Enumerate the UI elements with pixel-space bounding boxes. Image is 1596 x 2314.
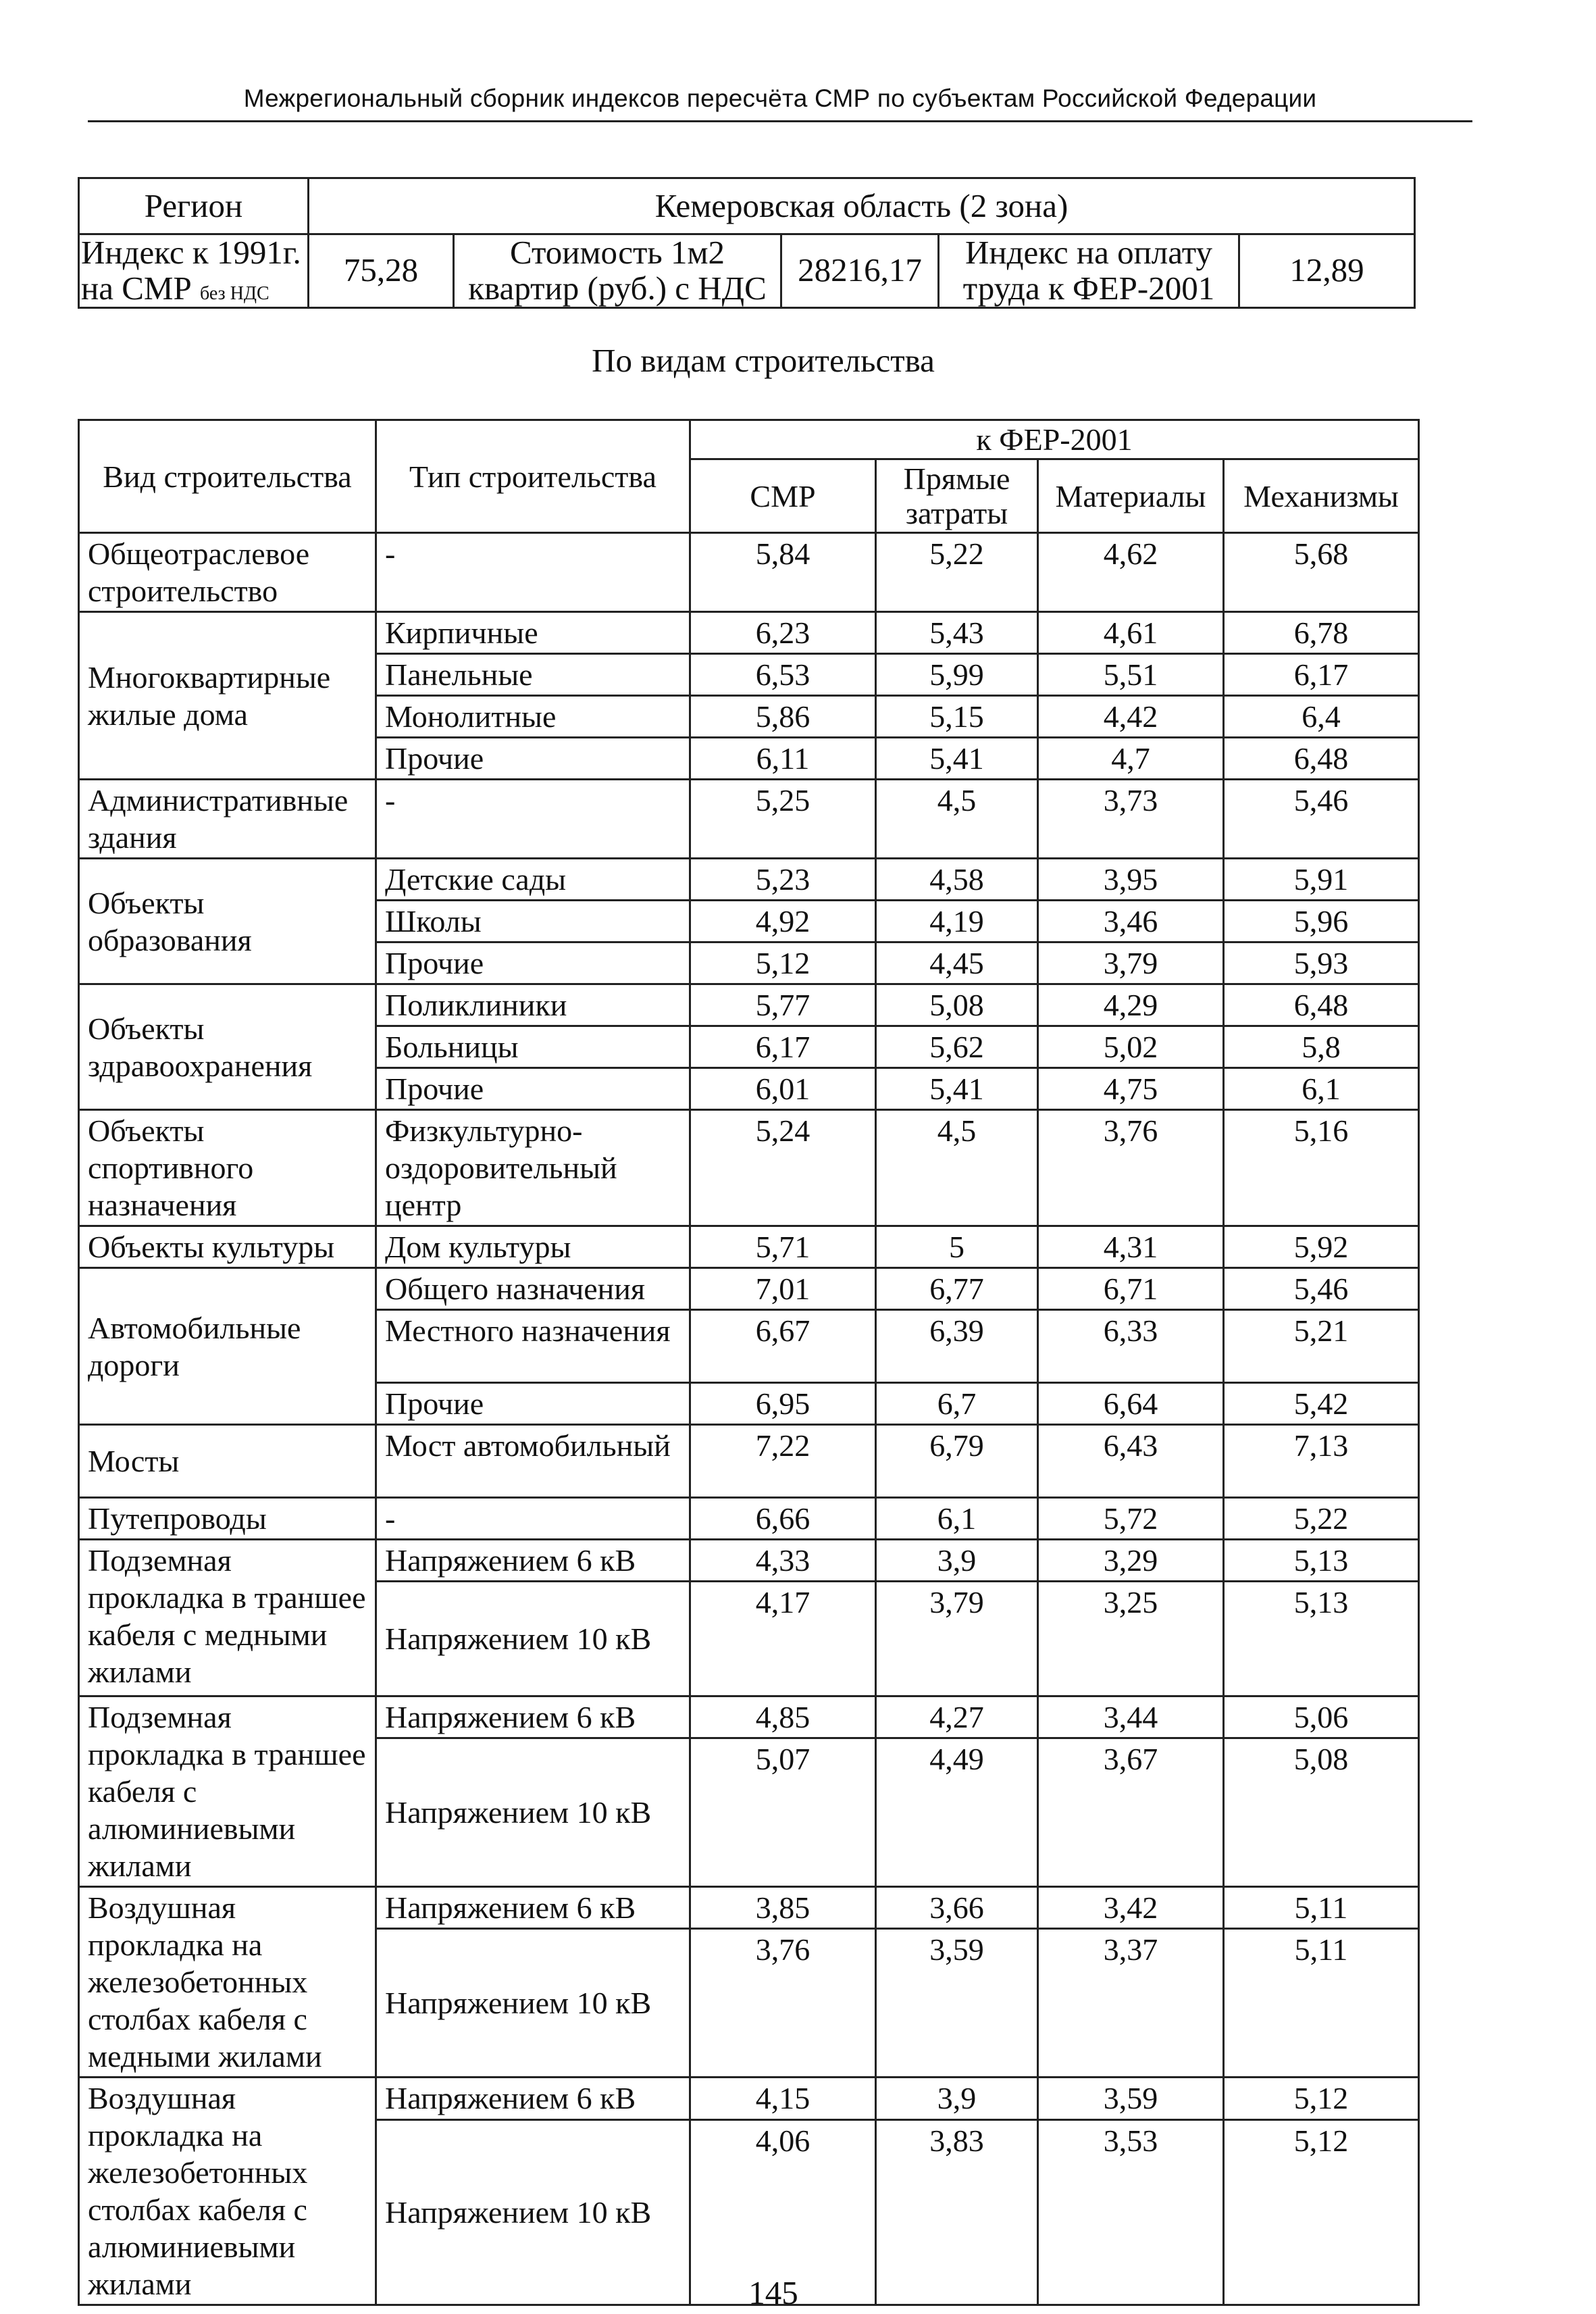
construction-type-cell: Больницы [376, 1026, 690, 1068]
materials-index-cell: 6,71 [1038, 1268, 1224, 1310]
materials-index-cell: 3,95 [1038, 859, 1224, 901]
construction-type-cell: Прочие [376, 738, 690, 780]
smr-index-cell: 5,71 [690, 1226, 876, 1268]
smr-index-cell: 4,92 [690, 901, 876, 942]
table-row [79, 1887, 1419, 1929]
construction-kind-cell: Объекты образования [79, 859, 376, 984]
construction-type-cell: Физкультурно-оздоровительный центр [376, 1110, 690, 1226]
apartment-cost-label-line2: квартир (руб.) с НДС [468, 269, 767, 307]
smr-index-cell: 5,86 [690, 696, 876, 738]
direct-costs-index-cell: 4,45 [876, 942, 1038, 984]
construction-type-cell: Детские сады [376, 859, 690, 901]
table-body [79, 533, 1419, 2305]
table-row [79, 1268, 1419, 1310]
smr-index-cell: 4,85 [690, 1696, 876, 1738]
table-row [79, 859, 1419, 901]
machines-index-cell: 5,42 [1224, 1383, 1419, 1425]
machines-index-cell: 5,8 [1224, 1026, 1419, 1068]
construction-kind-cell: Объекты здравоохранения [79, 984, 376, 1110]
table-row [79, 1110, 1419, 1226]
smr-index-cell: 7,22 [690, 1425, 876, 1498]
construction-kind-cell: Объекты спортивного назначения [79, 1110, 376, 1226]
direct-costs-index-cell: 3,83 [876, 2119, 1038, 2305]
direct-costs-index-cell: 6,77 [876, 1268, 1038, 1310]
direct-costs-index-cell: 4,58 [876, 859, 1038, 901]
machines-index-cell: 5,92 [1224, 1226, 1419, 1268]
index-1991-label [79, 234, 309, 308]
table-row [79, 1696, 1419, 1738]
direct-costs-index-cell: 4,19 [876, 901, 1038, 942]
construction-type-cell: Школы [376, 901, 690, 942]
smr-index-cell: 3,85 [690, 1887, 876, 1929]
construction-type-cell: Напряжением 10 кВ [376, 1582, 690, 1696]
index-1991-value: 75,28 [309, 234, 454, 308]
construction-type-cell: Напряжением 6 кВ [376, 1696, 690, 1738]
apartment-cost-label-line1: Стоимость 1м2 [509, 234, 725, 271]
machines-index-cell: 6,48 [1224, 738, 1419, 780]
construction-type-cell: Напряжением 6 кВ [376, 2078, 690, 2120]
smr-index-cell: 6,67 [690, 1310, 876, 1383]
header-direct-costs: Прямые затраты [876, 459, 1038, 533]
table-row [79, 2078, 1419, 2120]
construction-type-cell: Дом культуры [376, 1226, 690, 1268]
materials-index-cell: 3,42 [1038, 1887, 1224, 1929]
table-row [79, 780, 1419, 859]
construction-kind-cell: Воздушная прокладка на железобетонных столбах кабеля с алюминиевыми жилами [79, 2078, 376, 2305]
index-1991-label-small: без НДС [199, 282, 269, 304]
machines-index-cell: 5,13 [1224, 1582, 1419, 1696]
materials-index-cell: 4,29 [1038, 984, 1224, 1026]
construction-kind-cell: Подземная прокладка в траншее кабеля с медными жилами [79, 1540, 376, 1696]
smr-index-cell: 5,77 [690, 984, 876, 1026]
machines-index-cell: 5,22 [1224, 1498, 1419, 1540]
header-row-top [79, 420, 1419, 459]
smr-index-cell: 5,84 [690, 533, 876, 612]
materials-index-cell: 4,42 [1038, 696, 1224, 738]
machines-index-cell: 5,11 [1224, 1929, 1419, 2078]
machines-index-cell: 5,16 [1224, 1110, 1419, 1226]
table-row [79, 1498, 1419, 1540]
materials-index-cell: 3,37 [1038, 1929, 1224, 2078]
materials-index-cell: 3,53 [1038, 2119, 1224, 2305]
direct-costs-index-cell: 5,15 [876, 696, 1038, 738]
construction-type-cell: Общего назначения [376, 1268, 690, 1310]
materials-index-cell: 4,7 [1038, 738, 1224, 780]
construction-type-cell: - [376, 1498, 690, 1540]
apartment-cost-value: 28216,17 [781, 234, 939, 308]
direct-costs-index-cell: 4,5 [876, 1110, 1038, 1226]
materials-index-cell: 3,79 [1038, 942, 1224, 984]
header-materials: Материалы [1038, 459, 1224, 533]
machines-index-cell: 6,17 [1224, 654, 1419, 696]
region-row [79, 178, 1415, 234]
construction-type-cell: Прочие [376, 1383, 690, 1425]
smr-index-cell: 6,23 [690, 612, 876, 654]
materials-index-cell: 4,61 [1038, 612, 1224, 654]
smr-index-cell: 7,01 [690, 1268, 876, 1310]
machines-index-cell: 5,21 [1224, 1310, 1419, 1383]
direct-costs-index-cell: 4,27 [876, 1696, 1038, 1738]
smr-index-cell: 4,06 [690, 2119, 876, 2305]
direct-costs-index-cell: 5,08 [876, 984, 1038, 1026]
machines-index-cell: 5,46 [1224, 780, 1419, 859]
machines-index-cell: 5,13 [1224, 1540, 1419, 1582]
construction-type-cell: Кирпичные [376, 612, 690, 654]
machines-index-cell: 5,93 [1224, 942, 1419, 984]
construction-kind-cell: Автомобильные дороги [79, 1268, 376, 1425]
construction-kind-cell: Воздушная прокладка на железобетонных столбах кабеля с медными жилами [79, 1887, 376, 2078]
machines-index-cell: 5,96 [1224, 901, 1419, 942]
materials-index-cell: 3,73 [1038, 780, 1224, 859]
construction-type-cell: Прочие [376, 1068, 690, 1110]
construction-kind-cell: Многоквартирные жилые дома [79, 612, 376, 780]
machines-index-cell: 5,46 [1224, 1268, 1419, 1310]
table-row [79, 1425, 1419, 1498]
smr-index-cell: 6,95 [690, 1383, 876, 1425]
direct-costs-index-cell: 5 [876, 1226, 1038, 1268]
table-row [79, 984, 1419, 1026]
direct-costs-index-cell: 5,41 [876, 1068, 1038, 1110]
construction-type-cell: Напряжением 10 кВ [376, 1738, 690, 1887]
materials-index-cell: 3,59 [1038, 2078, 1224, 2120]
construction-type-cell: Напряжением 10 кВ [376, 2119, 690, 2305]
machines-index-cell: 6,48 [1224, 984, 1419, 1026]
header-type: Тип строительства [376, 420, 690, 533]
table-row [79, 612, 1419, 654]
direct-costs-index-cell: 5,99 [876, 654, 1038, 696]
indices-row [79, 234, 1415, 308]
materials-index-cell: 3,46 [1038, 901, 1224, 942]
construction-type-cell: - [376, 533, 690, 612]
direct-costs-index-cell: 6,1 [876, 1498, 1038, 1540]
direct-costs-index-cell: 6,7 [876, 1383, 1038, 1425]
construction-type-cell: Мост автомобильный [376, 1425, 690, 1498]
direct-costs-index-cell: 6,39 [876, 1310, 1038, 1383]
construction-kind-cell: Объекты культуры [79, 1226, 376, 1268]
construction-kind-cell: Общеотраслевое строительство [79, 533, 376, 612]
materials-index-cell: 3,67 [1038, 1738, 1224, 1887]
wage-index-label-line1: Индекс на оплату [964, 234, 1213, 271]
smr-index-cell: 4,33 [690, 1540, 876, 1582]
direct-costs-index-cell: 5,22 [876, 533, 1038, 612]
materials-index-cell: 3,29 [1038, 1540, 1224, 1582]
construction-kind-cell: Мосты [79, 1425, 376, 1498]
smr-index-cell: 4,15 [690, 2078, 876, 2120]
smr-index-cell: 6,11 [690, 738, 876, 780]
smr-index-cell: 5,07 [690, 1738, 876, 1887]
wage-index-value: 12,89 [1239, 234, 1415, 308]
header-machines: Механизмы [1224, 459, 1419, 533]
region-value: Кемеровская область (2 зона) [309, 178, 1415, 234]
index-1991-label-line2 [81, 271, 303, 307]
construction-type-cell: Монолитные [376, 696, 690, 738]
direct-costs-index-cell: 5,41 [876, 738, 1038, 780]
construction-kind-cell: Административные здания [79, 780, 376, 859]
smr-index-cell: 3,76 [690, 1929, 876, 2078]
direct-costs-index-cell: 5,62 [876, 1026, 1038, 1068]
materials-index-cell: 5,02 [1038, 1026, 1224, 1068]
direct-costs-index-cell: 6,79 [876, 1425, 1038, 1498]
direct-costs-index-cell: 3,9 [876, 1540, 1038, 1582]
construction-index-table [78, 419, 1420, 2306]
wage-index-label-line2: труда к ФЕР-2001 [962, 269, 1215, 307]
direct-costs-index-cell: 5,43 [876, 612, 1038, 654]
smr-index-cell: 6,17 [690, 1026, 876, 1068]
materials-index-cell: 3,44 [1038, 1696, 1224, 1738]
materials-index-cell: 6,64 [1038, 1383, 1224, 1425]
machines-index-cell: 5,91 [1224, 859, 1419, 901]
materials-index-cell: 3,25 [1038, 1582, 1224, 1696]
smr-index-cell: 5,12 [690, 942, 876, 984]
index-1991-label-line1: Индекс к 1991г. [81, 234, 301, 271]
materials-index-cell: 5,51 [1038, 654, 1224, 696]
header-fer-group: к ФЕР-2001 [690, 420, 1419, 459]
header-kind: Вид строительства [79, 420, 376, 533]
header-divider [88, 120, 1472, 122]
direct-costs-index-cell: 3,66 [876, 1887, 1038, 1929]
machines-index-cell: 5,12 [1224, 2078, 1419, 2120]
direct-costs-index-cell: 3,9 [876, 2078, 1038, 2120]
construction-type-cell: - [376, 780, 690, 859]
smr-index-cell: 5,23 [690, 859, 876, 901]
table-row [79, 1540, 1419, 1582]
construction-type-cell: Панельные [376, 654, 690, 696]
materials-index-cell: 5,72 [1038, 1498, 1224, 1540]
page-number: 145 [748, 2274, 798, 2311]
smr-index-cell: 5,25 [690, 780, 876, 859]
direct-costs-index-cell: 4,5 [876, 780, 1038, 859]
direct-costs-index-cell: 3,59 [876, 1929, 1038, 2078]
document-header: Межрегиональный сборник индексов пересчёта СМР по субъектам Российской Федерации [243, 84, 1317, 112]
machines-index-cell: 5,11 [1224, 1887, 1419, 1929]
construction-kind-cell: Подземная прокладка в траншее кабеля с алюминиевыми жилами [79, 1696, 376, 1887]
construction-type-cell: Прочие [376, 942, 690, 984]
materials-index-cell: 4,31 [1038, 1226, 1224, 1268]
direct-costs-index-cell: 3,79 [876, 1582, 1038, 1696]
direct-costs-index-cell: 4,49 [876, 1738, 1038, 1887]
construction-type-cell: Местного назначения [376, 1310, 690, 1383]
smr-index-cell: 6,01 [690, 1068, 876, 1110]
smr-index-cell: 5,24 [690, 1110, 876, 1226]
header-smr: СМР [690, 459, 876, 533]
wage-index-label [939, 234, 1239, 308]
materials-index-cell: 6,43 [1038, 1425, 1224, 1498]
region-label: Регион [79, 178, 309, 234]
machines-index-cell: 6,4 [1224, 696, 1419, 738]
construction-type-cell: Напряжением 10 кВ [376, 1929, 690, 2078]
index-1991-label-main: на СМР [81, 269, 192, 307]
smr-index-cell: 6,53 [690, 654, 876, 696]
construction-type-cell: Напряжением 6 кВ [376, 1540, 690, 1582]
machines-index-cell: 6,78 [1224, 612, 1419, 654]
materials-index-cell: 4,75 [1038, 1068, 1224, 1110]
machines-index-cell: 5,12 [1224, 2119, 1419, 2305]
machines-index-cell: 7,13 [1224, 1425, 1419, 1498]
smr-index-cell: 6,66 [690, 1498, 876, 1540]
section-title: По видам строительства [592, 342, 935, 379]
region-summary-table [78, 177, 1416, 309]
table-row [79, 1226, 1419, 1268]
machines-index-cell: 5,68 [1224, 533, 1419, 612]
materials-index-cell: 3,76 [1038, 1110, 1224, 1226]
construction-type-cell: Поликлиники [376, 984, 690, 1026]
materials-index-cell: 4,62 [1038, 533, 1224, 612]
machines-index-cell: 6,1 [1224, 1068, 1419, 1110]
construction-type-cell: Напряжением 6 кВ [376, 1887, 690, 1929]
table-row [79, 533, 1419, 612]
machines-index-cell: 5,06 [1224, 1696, 1419, 1738]
apartment-cost-label [454, 234, 781, 308]
smr-index-cell: 4,17 [690, 1582, 876, 1696]
machines-index-cell: 5,08 [1224, 1738, 1419, 1887]
materials-index-cell: 6,33 [1038, 1310, 1224, 1383]
construction-kind-cell: Путепроводы [79, 1498, 376, 1540]
